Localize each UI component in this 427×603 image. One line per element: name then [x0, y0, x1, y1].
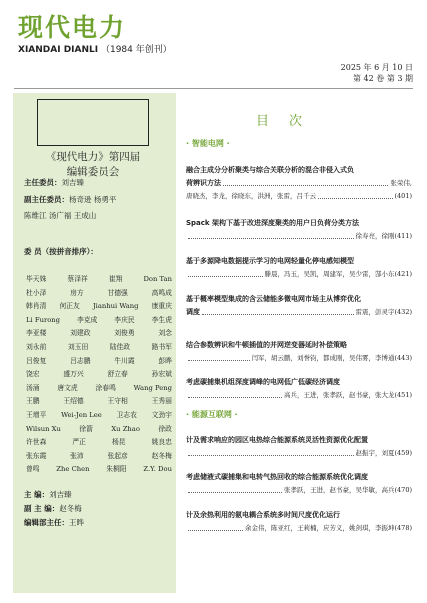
toc-entry[interactable] — [186, 292, 412, 319]
member-row — [26, 355, 172, 369]
member-name: Wang Peng — [133, 383, 172, 392]
member-row — [26, 287, 172, 301]
article-authors-line — [186, 306, 412, 319]
member-name: Jianhui Wang — [92, 302, 139, 311]
article-authors: 赵振宇，刘夏 — [355, 449, 395, 457]
logo-subline — [18, 44, 172, 56]
member-name: 汤涌 — [26, 383, 40, 392]
member-row — [26, 423, 172, 437]
board-title-line2: 编辑委员会 — [66, 166, 120, 178]
member-name: 刘俊勇 — [114, 329, 135, 338]
member-name: 舒立春 — [107, 370, 128, 379]
member-name: 朱桐阳 — [106, 465, 127, 474]
article-authors-line — [186, 352, 412, 365]
member-name: 孙宏斌 — [151, 370, 172, 379]
section-name: 智能电网 — [191, 139, 224, 148]
article-title[interactable]: 基于多源降电数据提示学习的电网轻量化停电感知模型 — [186, 257, 354, 265]
article-authors: 余金伟，陈亚红，王莉楠，应芳义，姚剑琪，李振坤 — [245, 524, 395, 532]
members-heading — [24, 247, 98, 257]
article-authors-line — [186, 522, 412, 535]
member-row — [26, 450, 172, 464]
member-name: 卫志农 — [116, 410, 137, 419]
page-number[interactable]: (470) — [394, 486, 412, 494]
section-dot: · — [223, 139, 230, 148]
leader-dots — [188, 447, 354, 456]
section-dot: · — [231, 410, 238, 419]
office-name: 王晔 — [69, 518, 84, 527]
member-row — [26, 436, 172, 450]
article-authors: 高兵，王进，张孝跃，赵书豪，张大龙 — [284, 391, 395, 399]
page-number[interactable]: (401) — [394, 192, 412, 200]
member-name: 韩肖清 — [26, 302, 47, 311]
member-grid — [26, 273, 172, 477]
member-name: 张起彦 — [107, 451, 128, 460]
member-name: 牛川霞 — [114, 356, 135, 365]
member-name: 王增平 — [26, 410, 47, 419]
member-row — [26, 395, 172, 409]
member-row — [26, 327, 172, 341]
member-name: 饶宏 — [26, 370, 40, 379]
deputy-names-2: 陈维江 汤广福 王成山 — [24, 211, 97, 220]
leader-dots — [188, 389, 282, 398]
member-name: 王绍德 — [63, 397, 84, 406]
member-name: 王秀丽 — [151, 397, 172, 406]
member-name: 杜小泽 — [26, 288, 47, 297]
member-name: 甘德强 — [107, 288, 128, 297]
header-divider — [14, 88, 413, 89]
deputy-editor-label: 副 主 编： — [24, 504, 60, 513]
article-authors-line — [186, 447, 412, 460]
member-name: 何正友 — [59, 302, 80, 311]
article-authors-line — [186, 484, 412, 497]
journal-logo — [18, 14, 172, 56]
member-name: 蔡泽祥 — [67, 275, 88, 283]
member-name: 刘念 — [158, 329, 172, 338]
article-authors: 唐晓杰，李龙，徐晓东，洪洲，张雷，吕千云 — [186, 192, 316, 200]
section-dot: · — [186, 410, 192, 419]
leader-dots — [188, 484, 282, 493]
section-dot: · — [186, 139, 192, 148]
leader-dots — [188, 268, 263, 277]
member-name: 徐政 — [158, 424, 172, 433]
page-number[interactable]: (411) — [394, 232, 412, 240]
member-name: 房方 — [70, 288, 84, 297]
page-number[interactable]: (443) — [394, 354, 412, 362]
member-row — [26, 409, 172, 423]
member-row — [26, 382, 172, 396]
toc-entry[interactable] — [186, 470, 412, 497]
member-name: Li Furong — [26, 315, 61, 324]
logo-chinese: 现代电力 — [18, 13, 127, 42]
member-name: Zhe Chen — [56, 465, 90, 474]
director-name: 刘吉臻 — [61, 178, 84, 187]
toc-entry[interactable] — [186, 163, 412, 203]
board-title — [28, 150, 158, 180]
article-title-cont[interactable]: 荷辨识方法 — [186, 179, 221, 187]
toc-entry[interactable] — [186, 254, 412, 281]
member-name: 刘永前 — [26, 342, 47, 351]
article-authors: 张孝跃，王进，赵书豪，吴华敏，高兵 — [284, 486, 395, 494]
member-name: 高鸣成 — [151, 288, 172, 297]
member-name: 路书军 — [151, 342, 172, 351]
member-name: 毕天姝 — [26, 275, 47, 283]
logo-english: XIANDAI DIANLI — [18, 45, 99, 55]
member-row — [26, 341, 172, 355]
member-name: 李克成 — [76, 315, 98, 324]
article-title[interactable]: 计及需求响应的园区电热综合能源系统灵活性资源优化配置 — [186, 436, 368, 444]
member-name: 李亚楼 — [26, 329, 47, 338]
article-title[interactable]: 计及余热利用的氨电耦合系统多时间尺度优化运行 — [186, 511, 340, 519]
founded-note: （1984 年创刊） — [100, 45, 172, 55]
member-name: 唐文虎 — [57, 383, 78, 392]
member-name: Wei-Jen Lee — [61, 410, 102, 419]
member-row — [26, 300, 172, 314]
article-title[interactable]: 融合主成分分析聚类与综合关联分析的混合非侵入式负 — [186, 166, 354, 174]
leader-dots — [188, 352, 250, 361]
members-label: 委 员（按拼音排序）： — [24, 247, 98, 256]
member-name: 陆佳政 — [109, 342, 131, 351]
member-name: 张东霞 — [26, 451, 47, 460]
member-name: 文劲宇 — [151, 410, 172, 419]
toc-entry[interactable] — [186, 508, 412, 535]
member-name: 严正 — [72, 438, 86, 447]
member-name: 彭晔 — [158, 356, 172, 365]
article-title[interactable]: 结合参数辨识和牛顿插值的并网逆变器延时补偿策略 — [186, 341, 347, 349]
member-name: 杨昆 — [111, 438, 126, 447]
deputy-line — [24, 195, 116, 205]
leader-dots — [188, 522, 243, 531]
article-authors-line — [186, 268, 412, 281]
member-name: 王守相 — [107, 397, 128, 406]
member-name: 李庆民 — [114, 315, 135, 324]
member-name: Wilsun Xu — [26, 424, 61, 433]
editor-label: 主 编： — [24, 490, 50, 499]
article-title[interactable]: 考虑碳捕集机组深度调峰的电网低广低碳经济调度 — [186, 378, 340, 386]
article-authors-line — [186, 190, 412, 203]
member-name: 徐箭 — [79, 424, 93, 433]
member-name: 康重庆 — [151, 302, 172, 311]
page-number[interactable]: (421) — [394, 270, 412, 278]
member-name: 赵冬梅 — [151, 451, 172, 460]
deputy-label: 副主任委员： — [24, 195, 69, 204]
leader-dots — [188, 230, 354, 239]
article-authors: 徐寿亮，徐刚 — [355, 232, 395, 240]
article-authors: 闫军，胡云鹏，刘誉钧，都成刚，吴伟雾，李博通 — [251, 354, 395, 362]
section-name: 能源互联网 — [191, 410, 232, 419]
member-name: 吕俊复 — [26, 356, 47, 365]
member-row — [26, 463, 172, 477]
office-line — [24, 518, 84, 528]
member-name: 崔翔 — [108, 275, 123, 283]
article-title-cont[interactable]: 调度 — [186, 308, 200, 316]
member-name: 盛万兴 — [63, 370, 84, 379]
toc-title: 目次 — [256, 114, 323, 129]
member-name: 涂春鸣 — [95, 383, 116, 392]
toc-entry[interactable] — [186, 216, 412, 243]
article-authors: 雷震，彭灵宇 — [355, 308, 395, 316]
leader-dots — [202, 306, 354, 315]
toc-entry[interactable] — [186, 338, 412, 365]
member-name: 吕志鹏 — [70, 356, 91, 365]
page-number[interactable]: (478) — [394, 524, 412, 532]
editor-line — [24, 490, 72, 500]
director-label: 主任委员： — [24, 178, 62, 187]
article-title[interactable]: 考虑储液式碳捕集和电转气热回收的综合能源系统优化调度 — [186, 473, 368, 481]
issue-date: 2025 年 6 月 10 日 — [340, 63, 413, 72]
member-name: 李生虎 — [151, 315, 172, 324]
member-name: 曾鸣 — [26, 465, 40, 474]
member-name: 刘玉田 — [67, 342, 89, 351]
article-title[interactable]: 基于概率模型集成的含云储能多微电网市场主从博弈优化 — [186, 295, 361, 303]
member-name: 许世森 — [26, 438, 47, 447]
member-name: 姚良忠 — [151, 438, 172, 447]
deputy-editor-line — [24, 504, 82, 514]
member-name: 刘建政 — [70, 329, 91, 338]
member-row — [26, 273, 172, 287]
article-authors: 滕晨，冯玉，吴凯，周建军，吴少雷，郜小东 — [264, 270, 395, 278]
issue-volume: 第 42 卷 第 3 期 — [353, 74, 413, 83]
member-name: Don Tan — [143, 275, 172, 283]
member-name: 张沛 — [70, 451, 84, 460]
article-authors-line — [186, 177, 412, 190]
member-name: 王鹏 — [26, 397, 40, 406]
deputy-editor-name: 赵冬梅 — [59, 504, 82, 513]
toc-entry[interactable] — [186, 433, 412, 460]
page-number[interactable]: (432) — [394, 308, 412, 316]
member-row — [26, 314, 172, 328]
toc-section-heading — [186, 409, 238, 420]
board-title-frame — [37, 99, 149, 146]
leader-dots — [318, 190, 393, 199]
board-title-line1: 《现代电力》第四届 — [45, 151, 141, 163]
article-authors-line — [186, 230, 412, 243]
member-name: Xu Zhao — [111, 424, 140, 433]
issue-info — [341, 62, 413, 84]
page-number[interactable]: (459) — [394, 449, 412, 457]
member-row — [26, 368, 172, 382]
article-authors-line — [186, 389, 412, 402]
article-authors: 张荣伟, — [390, 179, 412, 187]
leader-dots — [223, 177, 388, 186]
toc-entry[interactable] — [186, 375, 412, 402]
deputy-names-1: 杨奇逊 杨勇平 — [69, 195, 117, 204]
toc-section-heading — [186, 138, 230, 149]
article-title[interactable]: Spack 架构下基于改进深度聚类的用户日负荷分类方法 — [186, 219, 360, 227]
page-number[interactable]: (451) — [394, 391, 412, 399]
office-label: 编辑部主任： — [24, 518, 69, 527]
director-line — [24, 178, 84, 188]
member-name: Z.Y. Dou — [143, 465, 172, 474]
editor-name: 刘吉臻 — [49, 490, 72, 499]
